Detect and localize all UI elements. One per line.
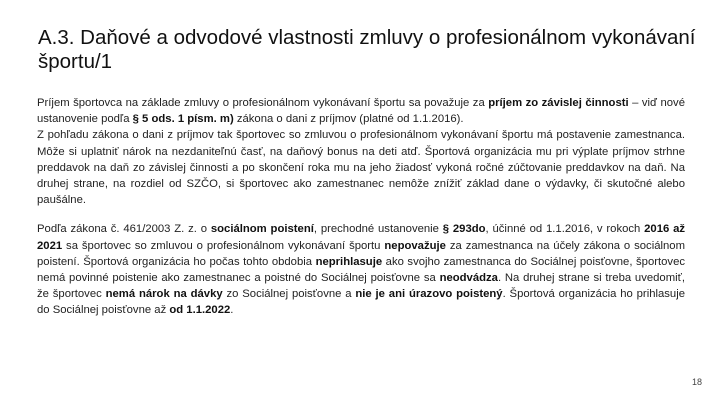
emphasis: 2016 až 2021 [37,223,686,252]
text-run: Príjem športovca na základe zmluvy o profesionálnom vykonávaní športu sa považuje za [37,97,489,109]
emphasis: príjem zo závislej činnosti [488,97,629,109]
text-run: Podľa zákona č. 461/2003 Z. z. o [37,223,211,236]
emphasis: § 5 ods. 1 písm. m) [132,113,234,126]
text-run: ako svojho zamestnanca do Sociálnej poisťovne, športovec nemá povinné poistenie ako zamestnanec a poistné do Sociálnej poisťovne sa [37,255,685,285]
text-run: , účinné od 1.1.2016, v rokoch [485,223,645,236]
slide-title: A.3. Daňové a odvodové vlastnosti zmluvy o profesionálnom vykonávaní športu/1 [38,26,696,73]
text-run: sa športovec so zmluvou o profesionálnom vykonávaní športu [62,239,385,252]
emphasis: neprihlasuje [315,255,383,268]
text-run: . Športová organizácia ho prihlasuje do Sociálnej poisťovne až [37,288,686,317]
emphasis: nie je ani úrazovo poistený [355,288,503,301]
emphasis: § 293do [442,223,486,236]
text-run: . [230,304,234,317]
paragraph-employee-status [37,127,685,208]
emphasis: sociálnom poistení [210,223,314,236]
text-run: . Na druhej strane si treba uvedomiť, že športovec [37,272,685,301]
text-run: za zamestnanca na účely zákona o sociálnom poistení. Športová organizácia ho počas tohto obdobia [37,239,685,268]
emphasis: od 1.1.2022 [169,304,231,317]
emphasis: nemá nárok na dávky [105,288,223,301]
paragraph-social-insurance [37,221,685,318]
emphasis: nepovažuje [384,239,446,252]
text-run: Z pohľadu zákona o dani z príjmov tak športovec so zmluvou o profesionálnom vykonávaní športu má postavenie zamestnanca. Môže si uplatniť nárok na nezdaniteľnú časť, na daňový bonus na deti atď. Športová organizácia mu pri výplate príjmov strhne preddavok na daň zo závislej činnosti a po skončení roka mu na jeho žiadosť vykoná ročné zúčtovanie preddavkov na daň. Na druhej strane, na rozdiel od SZČO, si športovec ako zamestnanec nemôže znížiť základ dane o výdavky, či skutočné alebo paušálne. [37,129,685,207]
text-run: zákona o dani z príjmov (platné od 1.1.2016). [233,113,464,126]
paragraph-income-classification [37,95,685,127]
text-run: zo Sociálnej poisťovne a [222,288,356,301]
text-run: , prechodné ustanovenie [313,223,443,236]
page-number: 18 [691,377,702,387]
body-text [37,95,685,319]
text-run: – viď nové ustanovenie podľa [37,97,685,126]
emphasis: neodvádza [439,272,498,285]
